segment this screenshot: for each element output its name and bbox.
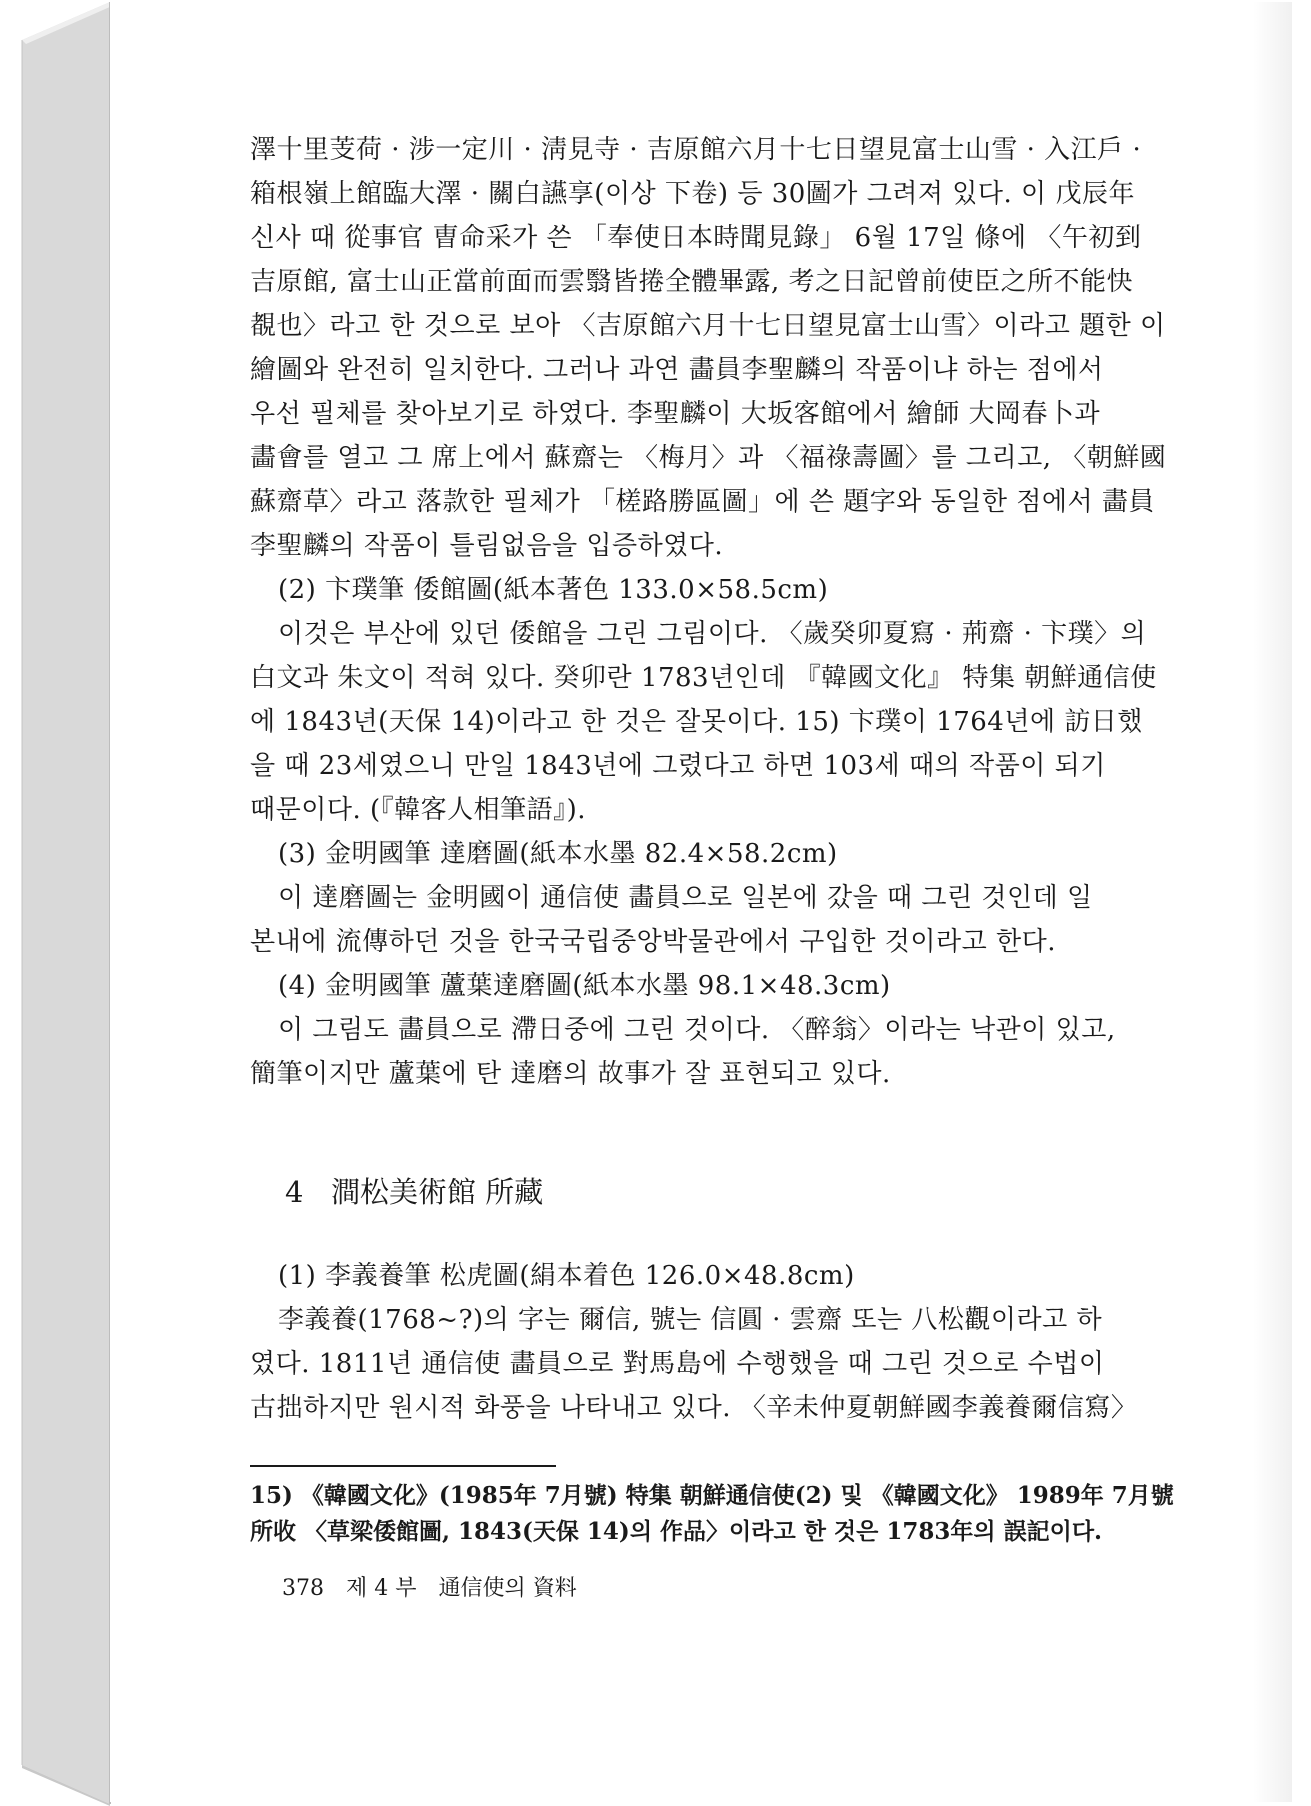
body-line: 李聖麟의 작품이 틀림없음을 입증하였다. xyxy=(250,531,724,561)
page-number: 378 xyxy=(282,1576,324,1601)
body-line: 古拙하지만 원시적 화풍을 나타내고 있다. 〈辛未仲夏朝鮮國李義養爾信寫〉 xyxy=(250,1393,1138,1423)
book-page xyxy=(110,2,1292,1802)
body-line: 李義養(1768~?)의 字는 爾信, 號는 信圓 · 雲齋 또는 八松觀이라고 하 xyxy=(278,1305,1103,1335)
body-line: 畵會를 열고 그 席上에서 蘇齋는 〈梅月〉과 〈福祿壽圖〉를 그리고, 〈朝鮮國 xyxy=(250,443,1167,473)
body-line: 吉原館, 富士山正當前面而雲翳皆捲全體畢露, 考之日記曾前使臣之所不能快 xyxy=(250,267,1134,297)
body-line: 繪圖와 완전히 일치한다. 그러나 과연 畵員李聖麟의 작품이냐 하는 점에서 xyxy=(250,355,1104,385)
body-line: 이 達磨圖는 金明國이 通信使 畵員으로 일본에 갔을 때 그린 것인데 일 xyxy=(278,883,1093,913)
section-body-text xyxy=(250,1254,1182,1430)
footnote-line: 15) 《韓國文化》(1985年 7月號) 特集 朝鮮通信使(2) 및 《韓國文化》 1989年 7月號 xyxy=(250,1482,1174,1509)
page-edge-shadow xyxy=(1252,2,1292,1802)
item-heading: (3) 金明國筆 達磨圖(紙本水墨 82.4×58.2cm) xyxy=(278,839,838,869)
body-line: 覩也〉라고 한 것으로 보아 〈吉原館六月十七日望見富士山雪〉이라고 題한 이 xyxy=(250,311,1166,341)
page-footer xyxy=(282,1574,599,1604)
body-line: 蘇齋草〉라고 落款한 필체가 「槎路勝區圖」에 쓴 題字와 동일한 점에서 畵員 xyxy=(250,487,1155,517)
body-line: 에 1843년(天保 14)이라고 한 것은 잘못이다. 15) 卞璞이 1764년에 訪日했 xyxy=(250,707,1143,737)
section-title: 澗松美術館 所藏 xyxy=(331,1175,544,1209)
chapter-title: 通信使의 資料 xyxy=(438,1576,577,1601)
body-line: 을 때 23세였으니 만일 1843년에 그렸다고 하면 103세 때의 작품이 되기 xyxy=(250,751,1106,781)
footnote-divider xyxy=(250,1465,556,1467)
part-label: 제 4 부 xyxy=(346,1576,417,1601)
body-line: 이것은 부산에 있던 倭館을 그린 그림이다. 〈歲癸卯夏寫 · 荊齋 · 卞璞〉의 xyxy=(278,619,1147,649)
item-heading: (4) 金明國筆 蘆葉達磨圖(紙本水墨 98.1×48.3cm) xyxy=(278,971,891,1001)
footnote xyxy=(250,1478,1190,1550)
section-heading xyxy=(285,1170,543,1214)
footnote-line: 所收 〈草梁倭館圖, 1843(天保 14)의 作品〉이라고 한 것은 1783年의 誤記이다. xyxy=(250,1518,1103,1545)
body-line: 본내에 流傳하던 것을 한국국립중앙박물관에서 구입한 것이라고 한다. xyxy=(250,927,1056,957)
body-line: 澤十里芰荷 · 涉一定川 · 淸見寺 · 吉原館六月十七日望見富士山雪 · 入江戶 · xyxy=(250,135,1142,165)
body-line: 우선 필체를 찾아보기로 하였다. 李聖麟이 大坂客館에서 繪師 大岡春卜과 xyxy=(250,399,1101,429)
body-line: 신사 때 從事官 曺命采가 쓴 「奉使日本時聞見錄」 6월 17일 條에 〈午初到 xyxy=(250,223,1142,253)
body-line: 이 그림도 畵員으로 滯日중에 그린 것이다. 〈醉翁〉이라는 낙관이 있고, xyxy=(278,1015,1116,1045)
body-line: 簡筆이지만 蘆葉에 탄 達磨의 故事가 잘 표현되고 있다. xyxy=(250,1059,891,1089)
section-number: 4 xyxy=(285,1175,304,1209)
body-line: 白文과 朱文이 적혀 있다. 癸卯란 1783년인데 『韓國文化』 特集 朝鮮通信使 xyxy=(250,663,1157,693)
body-line: 箱根嶺上館臨大澤 · 關白讌享(이상 下卷) 등 30圖가 그려져 있다. 이 戊辰年 xyxy=(250,179,1135,209)
item-heading: (2) 卞璞筆 倭館圖(紙本著色 133.0×58.5cm) xyxy=(278,575,829,605)
item-heading: (1) 李義養筆 松虎圖(絹本着色 126.0×48.8cm) xyxy=(278,1261,855,1291)
body-line: 때문이다. (『韓客人相筆語』). xyxy=(250,795,587,825)
body-line: 였다. 1811년 通信使 畵員으로 對馬島에 수행했을 때 그린 것으로 수법이 xyxy=(250,1349,1105,1379)
main-body-text xyxy=(250,128,1182,1096)
